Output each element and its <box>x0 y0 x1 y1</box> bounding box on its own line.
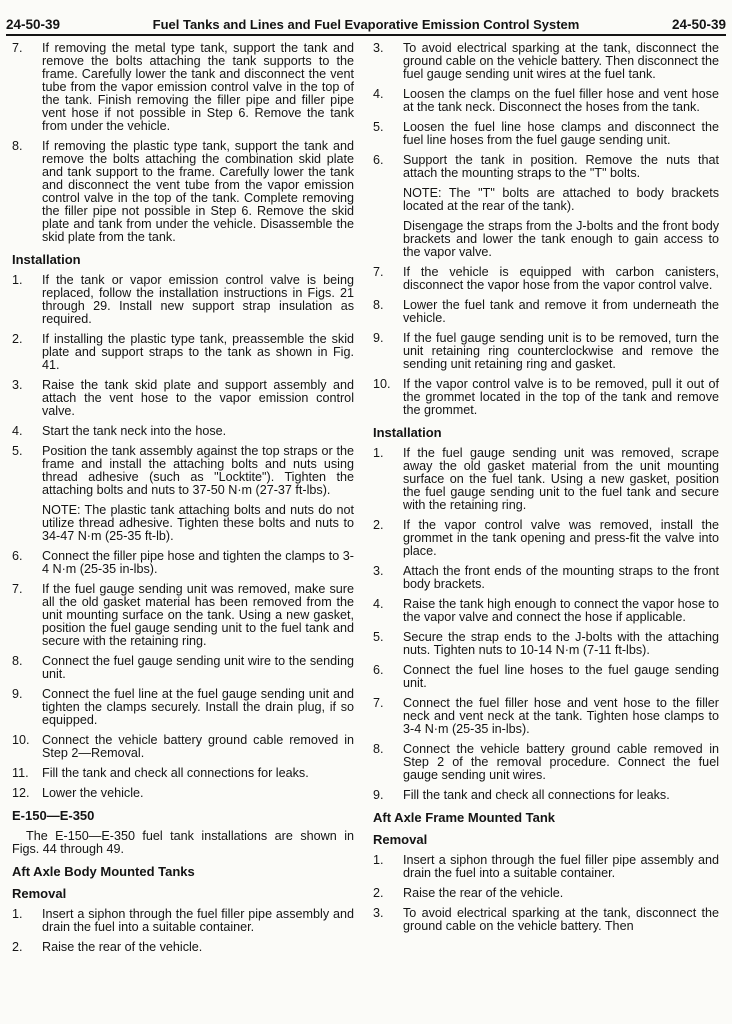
step-number: 3. <box>12 378 23 392</box>
step-number: 5. <box>12 444 23 458</box>
step-number: 9. <box>373 788 384 802</box>
list-item <box>12 333 354 372</box>
installation-heading: Installation <box>12 252 81 267</box>
step-number: 10. <box>12 733 30 747</box>
step-number: 12. <box>12 786 30 800</box>
removal-heading: Removal <box>12 886 67 901</box>
list-item <box>373 907 719 933</box>
list-item <box>12 787 354 800</box>
removal-heading-right: Removal <box>373 832 428 847</box>
list-item <box>373 789 719 802</box>
list-item <box>12 908 354 934</box>
aft-frame-heading: Aft Axle Frame Mounted Tank <box>373 810 556 825</box>
step-text: Fill the tank and check all connections for leaks. <box>403 788 670 802</box>
list-item <box>12 379 354 418</box>
step-number: 2. <box>373 518 384 532</box>
step-text: Loosen the fuel line hose clamps and disconnect the fuel line hoses from the fuel gauge sending unit. <box>403 120 719 147</box>
step-text: If the tank or vapor emission control valve is being replaced, follow the installation instructions in Figs. 21 through 29. Install new support strap insulation as required. <box>42 273 354 326</box>
list-item <box>373 743 719 782</box>
left-column <box>12 42 354 961</box>
removal-steps-continued <box>12 42 354 244</box>
list-item <box>373 266 719 292</box>
step-number: 8. <box>12 654 23 668</box>
step-text: Attach the front ends of the mounting straps to the front body brackets. <box>403 564 719 591</box>
step-text: If installing the plastic type tank, preassemble the skid plate and support straps to the tank as shown in Fig. 41. <box>42 332 354 372</box>
step-number: 7. <box>373 265 384 279</box>
step-number: 1. <box>12 907 23 921</box>
step-text: If the fuel gauge sending unit is to be removed, turn the unit retaining ring counterclockwise and remove the sending unit retaining ring and gasket. <box>403 331 719 371</box>
list-item <box>373 332 719 371</box>
step-text: If the fuel gauge sending unit was removed, scrape away the old gasket material from the unit mounting surface on the fuel tank. Using a new gasket, position the fuel gauge sending unit to the fuel tank and secure with the retaining ring. <box>403 446 719 512</box>
step-text: Insert a siphon through the fuel filler pipe assembly and drain the fuel into a suitable container. <box>403 853 719 880</box>
step-text: Fill the tank and check all connections for leaks. <box>42 766 309 780</box>
step-number: 1. <box>373 446 384 460</box>
step-number: 5. <box>373 630 384 644</box>
step-text: Raise the tank high enough to connect the vapor hose to the vapor valve and connect the hose if applicable. <box>403 597 719 624</box>
step-number: 7. <box>373 696 384 710</box>
step-text: Connect the vehicle battery ground cable removed in Step 2 of the removal procedure. Connect the fuel gauge sending unit wires. <box>403 742 719 782</box>
list-item <box>12 767 354 780</box>
step-text: If removing the metal type tank, support the tank and remove the bolts attaching the tank supports to the frame. Carefully lower the tank and disconnect the vent tube from the vapor emission control valve in the top of the tank. Finish removing the filler pipe and filler pipe vent hose if not possible in Step 6. Remove the tank from under the vehicle. <box>42 41 354 133</box>
step-text: If the vapor control valve was removed, install the grommet in the tank opening and press-fit the valve into place. <box>403 518 719 558</box>
step-text: Position the tank assembly against the top straps or the frame and install the attaching bolts and nuts using thread adhesive (such as "Locktite"). Tighten the attaching bolts and nuts to 37-50 N·m (27-37 ft-lbs). <box>42 444 354 497</box>
right-column <box>373 42 719 940</box>
step-text: Insert a siphon through the fuel filler pipe assembly and drain the fuel into a suitable container. <box>42 907 354 934</box>
step-number: 1. <box>12 273 23 287</box>
page-header <box>6 8 726 36</box>
step-number: 6. <box>12 549 23 563</box>
list-item <box>373 154 719 180</box>
list-item <box>373 854 719 880</box>
e150-intro: The E-150—E-350 fuel tank installations are shown in Figs. 44 through 49. <box>12 829 354 856</box>
page-number-right: 24-50-39 <box>671 17 726 32</box>
installation-steps-continued <box>12 550 354 800</box>
step-text: If the vehicle is equipped with carbon canisters, disconnect the vapor hose from the vapor control valve. <box>403 265 719 292</box>
list-item <box>373 88 719 114</box>
step-text: Raise the rear of the vehicle. <box>403 886 564 900</box>
step-number: 8. <box>373 298 384 312</box>
step-text: Start the tank neck into the hose. <box>42 424 227 438</box>
list-item <box>373 447 719 512</box>
removal-steps-body-tank-continued <box>373 266 719 417</box>
list-item <box>373 664 719 690</box>
step-number: 2. <box>12 940 23 954</box>
step-text: Connect the fuel line hoses to the fuel gauge sending unit. <box>403 663 719 690</box>
step-number: 3. <box>373 564 384 578</box>
step-text: If the fuel gauge sending unit was removed, make sure all the old gasket material has been removed from the unit mounting surface on the tank. Using a new gasket, position the fuel gauge sending unit to the fuel tank and secure with the retaining ring. <box>42 582 354 648</box>
page-number-left: 24-50-39 <box>6 17 61 32</box>
step-text: To avoid electrical sparking at the tank, disconnect the ground cable on the vehicle battery. Then <box>403 906 719 933</box>
step-number: 1. <box>373 853 384 867</box>
step-text: Lower the fuel tank and remove it from underneath the vehicle. <box>403 298 719 325</box>
step-number: 8. <box>12 139 23 153</box>
step-number: 9. <box>12 687 23 701</box>
step-text: To avoid electrical sparking at the tank, disconnect the ground cable on the vehicle battery. Then disconnect the fuel gauge sending unit wires at the fuel tank. <box>403 41 719 81</box>
list-item <box>373 887 719 900</box>
installation-heading-right: Installation <box>373 425 442 440</box>
list-item <box>12 425 354 438</box>
e150-heading: E-150—E-350 <box>12 808 95 823</box>
list-item <box>12 274 354 326</box>
page-title: Fuel Tanks and Lines and Fuel Evaporative Emission Control System <box>152 17 580 32</box>
list-item <box>12 734 354 760</box>
removal-steps <box>12 908 354 954</box>
removal-steps-body-tank <box>373 42 719 180</box>
list-item <box>12 445 354 497</box>
step-number: 7. <box>12 582 23 596</box>
list-item <box>12 941 354 954</box>
step-number: 2. <box>12 332 23 346</box>
list-item <box>12 655 354 681</box>
aft-body-heading: Aft Axle Body Mounted Tanks <box>12 864 195 879</box>
step-number: 4. <box>373 87 384 101</box>
step-number: 4. <box>373 597 384 611</box>
list-item <box>373 697 719 736</box>
step-number: 3. <box>373 41 384 55</box>
step-text: Raise the tank skid plate and support assembly and attach the vent hose to the vapor emission control valve. <box>42 378 354 418</box>
list-item <box>373 121 719 147</box>
step-text: Support the tank in position. Remove the nuts that attach the mounting straps to the "T" bolts. <box>403 153 719 180</box>
step-number: 10. <box>373 377 391 391</box>
step-text: If removing the plastic type tank, support the tank and remove the bolts attaching the combination skid plate and tank support to the frame. Carefully lower the tank and disconnect the vent tube from the vapor emission control valve in the top of the tank. Complete removing the filler pipe not possible in Step 6. Remove the skid plate and tank from under the vehicle. Disassemble the skid plate from the tank. <box>42 139 354 244</box>
step-text: Raise the rear of the vehicle. <box>42 940 203 954</box>
list-item <box>12 140 354 244</box>
step-number: 5. <box>373 120 384 134</box>
step-text: Lower the vehicle. <box>42 786 144 800</box>
step-text: Connect the vehicle battery ground cable removed in Step 2—Removal. <box>42 733 354 760</box>
list-item <box>373 565 719 591</box>
step-text: Connect the fuel filler hose and vent hose to the filler neck and vent neck at the tank. Tighten hose clamps to 3-4 N·m (25-35 in-lbs). <box>403 696 719 736</box>
removal-paragraph: Disengage the straps from the J-bolts and the front body brackets and lower the tank enough to gain access to the vapor valve. <box>403 219 719 259</box>
step-text: Loosen the clamps on the fuel filler hose and vent hose at the tank neck. Disconnect the hoses from the tank. <box>403 87 719 114</box>
list-item <box>12 583 354 648</box>
list-item <box>373 299 719 325</box>
step-number: 6. <box>373 153 384 167</box>
step-number: 11. <box>12 766 29 780</box>
step-text: Connect the fuel line at the fuel gauge sending unit and tighten the clamps securely. Install the drain plug, if so equipped. <box>42 687 354 727</box>
step-number: 8. <box>373 742 384 756</box>
installation-note: NOTE: The plastic tank attaching bolts and nuts do not utilize thread adhesive. Tighten these bolts and nuts to 34-47 N·m (25-35 ft-lb). <box>42 503 354 543</box>
step-text: Secure the strap ends to the J-bolts with the attaching nuts. Tighten nuts to 10-14 N·m (7-11 ft-lbs). <box>403 630 719 657</box>
list-item <box>12 550 354 576</box>
step-text: Connect the filler pipe hose and tighten the clamps to 3-4 N·m (25-35 in-lbs). <box>42 549 354 576</box>
installation-steps <box>12 274 354 497</box>
removal-steps-frame-tank <box>373 854 719 933</box>
removal-note: NOTE: The "T" bolts are attached to body brackets located at the rear of the tank). <box>403 186 719 213</box>
step-text: If the vapor control valve is to be removed, pull it out of the grommet located in the top of the tank and remove the grommet. <box>403 377 719 417</box>
list-item <box>12 42 354 133</box>
step-number: 9. <box>373 331 384 345</box>
installation-steps-body-tank <box>373 447 719 802</box>
step-number: 6. <box>373 663 384 677</box>
step-number: 4. <box>12 424 23 438</box>
list-item <box>373 631 719 657</box>
list-item <box>373 598 719 624</box>
step-number: 7. <box>12 41 23 55</box>
list-item <box>373 42 719 81</box>
step-text: Connect the fuel gauge sending unit wire to the sending unit. <box>42 654 354 681</box>
list-item <box>12 688 354 727</box>
list-item <box>373 519 719 558</box>
step-number: 3. <box>373 906 384 920</box>
list-item <box>373 378 719 417</box>
step-number: 2. <box>373 886 384 900</box>
